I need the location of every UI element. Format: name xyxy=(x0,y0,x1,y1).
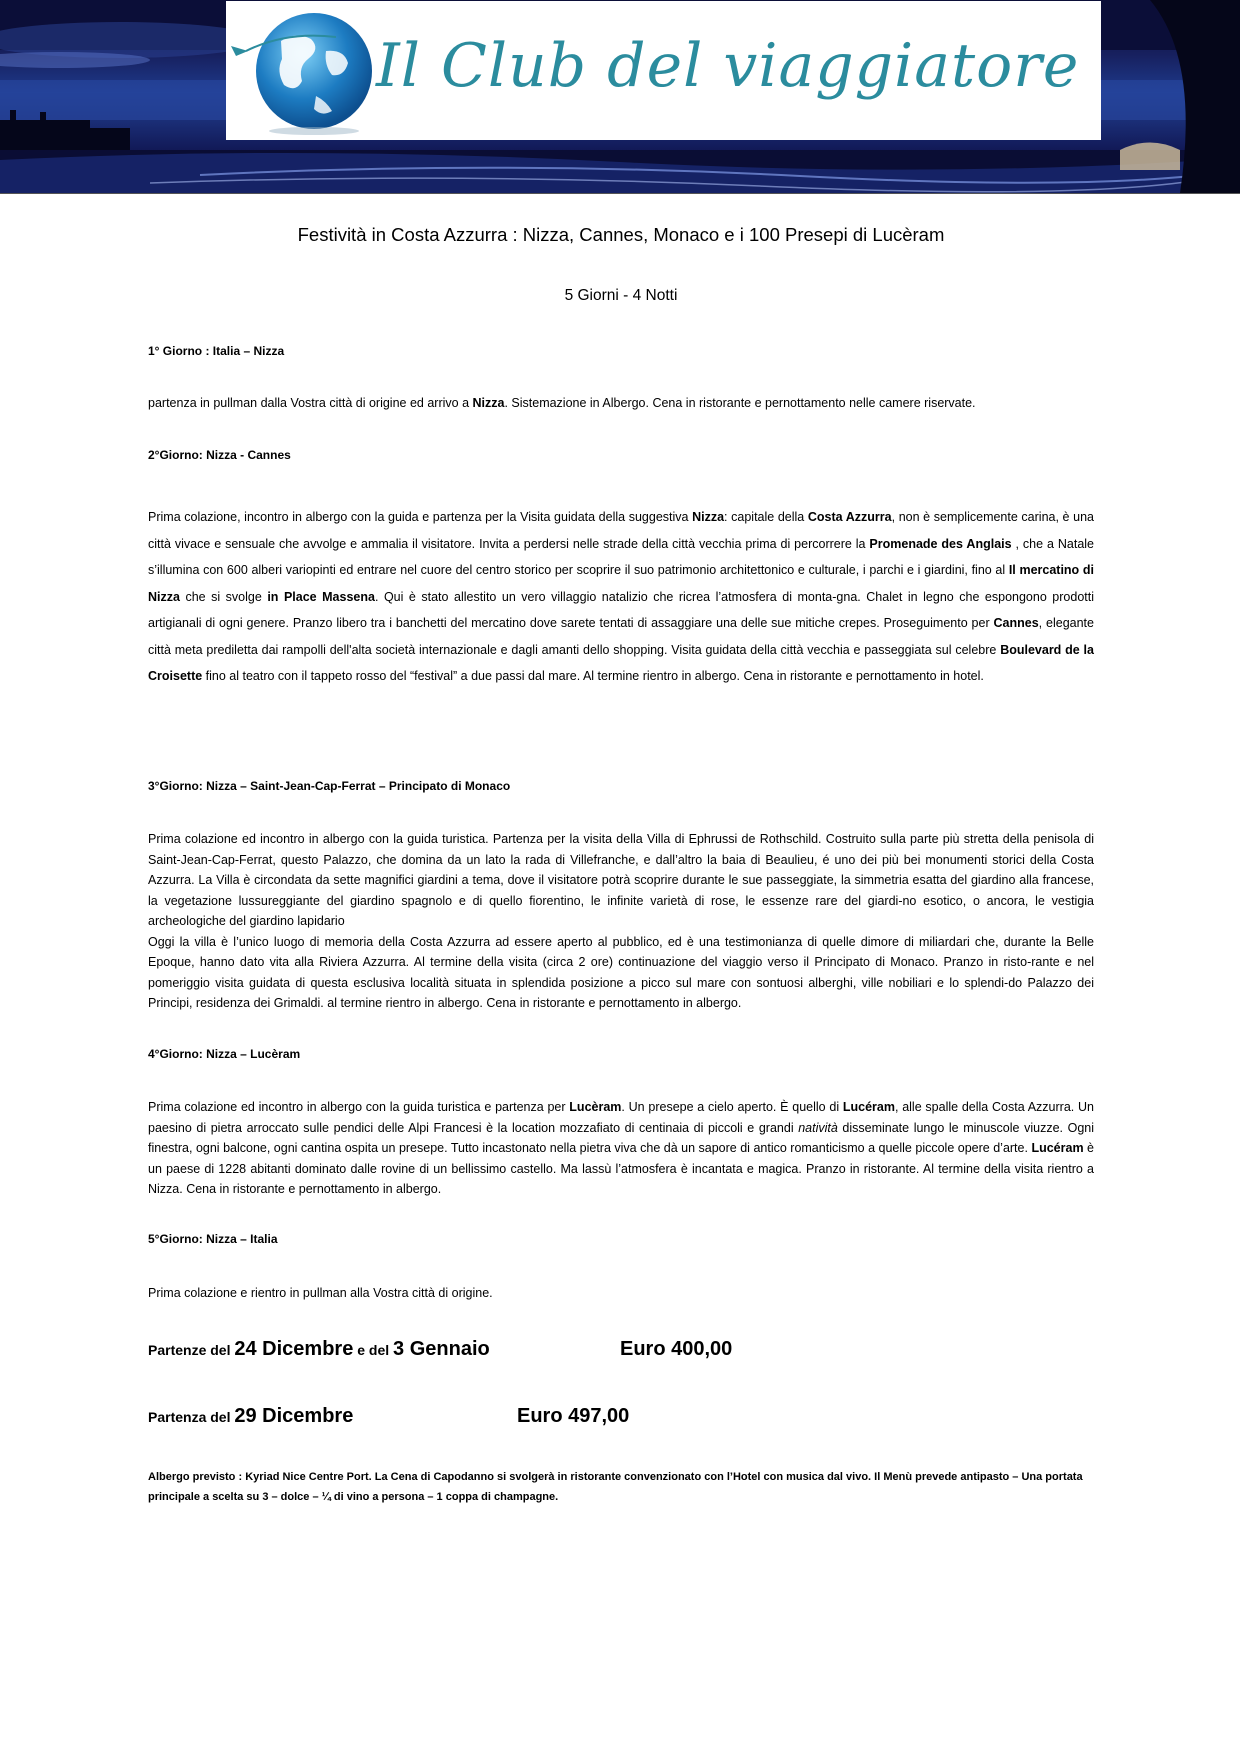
price-row-2: Partenza del 29 Dicembre Euro 497,00 xyxy=(148,1405,630,1427)
day-2-text: Prima colazione, incontro in albergo con la guida e partenza per la Visita guidata della suggestiva Nizza: capitale della Costa Azzurra, non è semplicemente carina, è una città vivace e sensuale che avvolge e ammalia il visitatore. Invita a perdersi nelle strade della città vecchia prima di percorrere la Promenade des Anglais , che a Natale s’illumina con 600 alberi variopinti ed entrare nel cuore del centro storico per scoprire il suo patrimonio architettonico e culturale, i parchi e i giardini, fino al Il mercatino di Nizza che si svolge in Place Massena. Qui è stato allestito un vero villaggio natalizio che ricrea l’atmosfera di monta-gna. Chalet in legno che espongono prodotti artigianali di ogni genere. Pranzo libero tra i banchetti del mercatino dove sarete tentati di assaggiare una delle sue mitiche crepes. Proseguimento per Cannes, elegante città meta prediletta dai rampolli dell'alta società internazionale e dagli amanti dello shopping. Visita guidata della città vecchia e passeggiata sul celebre Boulevard de la Croisette fino al teatro con il tappeto rosso del “festival” a due passi dal mare. Al termine rientro in albergo. Cena in ristorante e pernottamento in hotel. xyxy=(148,510,1094,683)
day-4-heading: 4°Giorno: Nizza – Lucèram xyxy=(148,1047,301,1061)
day-1-text: partenza in pullman dalla Vostra città di origine ed arrivo a Nizza. Sistemazione in Albergo. Cena in ristorante e pernottamento nelle camere riservate. xyxy=(148,396,976,410)
departure-date-1: 24 Dicembre xyxy=(234,1338,354,1360)
header-banner xyxy=(0,0,1240,193)
day-3-heading: 3°Giorno: Nizza – Saint-Jean-Cap-Ferrat – Principato di Monaco xyxy=(148,779,511,793)
price-row-1: Partenze del 24 Dicembre e del 3 Gennaio Euro 400,00 xyxy=(148,1338,733,1360)
day-2-heading: 2°Giorno: Nizza - Cannes xyxy=(148,448,291,462)
departure-date-3: 29 Dicembre xyxy=(234,1405,354,1427)
header-divider xyxy=(0,193,1240,194)
day-5-text: Prima colazione e rientro in pullman alla Vostra città di origine. xyxy=(148,1286,493,1300)
price-amount-1: Euro 400,00 xyxy=(620,1338,733,1360)
day-5-heading: 5°Giorno: Nizza – Italia xyxy=(148,1232,278,1246)
day-1-heading: 1° Giorno : Italia – Nizza xyxy=(148,344,285,358)
hotel-note: Albergo previsto : Kyriad Nice Centre Port. La Cena di Capodanno si svolgerà in ristorante convenzionato con l’Hotel con musica dal vivo. Il Menù prevede antipasto – Una portata principale a scelta su 3 – dolce – ¼ di vino a persona – 1 coppa di champagne. xyxy=(148,1471,1083,1503)
day-4-text: Prima colazione ed incontro in albergo con la guida turistica e partenza per Lucèram. Un presepe a cielo aperto. È quello di Lucéram, alle spalle della Costa Azzurra. Un paesino di pietra arroccato sulle pendici delle Alpi Francesi è la location mozzafiato di centinaia di piccoli e grandi natività disseminate lungo le minuscole viuzze. Ogni finestra, ogni balcone, ogni cantina ospita un presepe. Tutto incastonato nella pietra viva che dà un sapore di antico romanticismo a quelle piccole opere d’arte. Lucéram è un paese di 1228 abitanti dominato dalle rovine di un bellissimo castello. Ma lassù l’atmosfera è incantata e magica. Pranzo in ristorante. Al termine della visita rientro a Nizza. Cena in ristorante e pernottamento in albergo. xyxy=(148,1100,1094,1196)
logo-text: Il Club del viaggiatore xyxy=(376,31,1080,101)
price-amount-2: Euro 497,00 xyxy=(517,1405,630,1427)
page-subtitle: 5 Giorni - 4 Notti xyxy=(564,287,678,304)
hotel-name: Kyriad Nice Centre Port xyxy=(245,1471,369,1483)
day-3-text: Prima colazione ed incontro in albergo con la guida turistica. Partenza per la visita della Villa di Ephrussi de Rothschild. Costruito sulla parte più stretta della penisola di Saint-Jean-Cap-Ferrat, questo Palazzo, che domina da un lato la rada di Villefranche, e dall’altro la baia di Beaulieu, é uno dei più bei monumenti storici della Costa Azzurra. La Villa è circondata da sette magnifici giardini a tema, dove il visitatore potrà scoprire durante le sue passeggiate, la simmetria esatta del giardino alla francese, la vegetazione lussureggiante del giardino spagnolo e di quello fiorentino, le infinite varietà di rose, le essenze rare del giardi-no esotico, o ancora, le vestigia archeologiche del giardino lapidario Oggi la villa è l’unico luogo di memoria della Costa Azzurra ad essere aperto al pubblico, ed è una testimonianza di quelle dimore di miliardari che, durante la Belle Epoque, hanno dato vita alla Riviera Azzurra. Al termine della visita (circa 2 ore) continuazione del viaggio verso il Principato di Monaco. Pranzo in risto-rante e nel pomeriggio visita guidata di questa esclusiva località situata in splendida posizione a picco sul mare con sontuosi alberghi, ville nobiliari e lo splendi-do Palazzo dei Principi, residenza dei Grimaldi. al termine rientro in albergo. Cena in ristorante e pernottamento in albergo. xyxy=(148,832,1094,1010)
page-title: Festività in Costa Azzurra : Nizza, Cannes, Monaco e i 100 Presepi di Lucèram xyxy=(297,224,945,245)
logo xyxy=(226,1,1101,140)
departure-date-2: 3 Gennaio xyxy=(393,1338,490,1360)
